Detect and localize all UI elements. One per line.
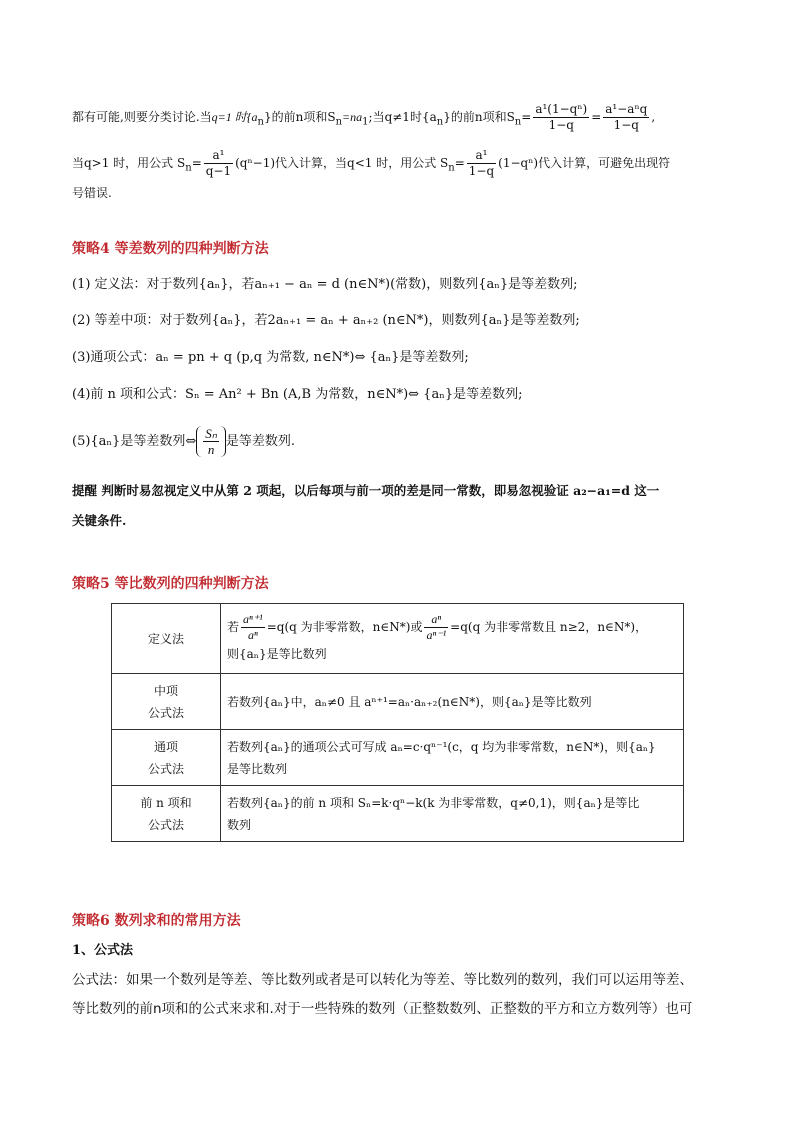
strategy6-subheading: 1、公式法 bbox=[72, 943, 134, 958]
table-header-cell: 定义法 bbox=[112, 604, 221, 674]
strategy6-paragraph-line-1: 公式法：如果一个数列是等差、等比数列或者是可以转化为等差、等比数列的数列，我们可以运用等差、 bbox=[72, 972, 693, 988]
table-row bbox=[112, 730, 684, 786]
table-row bbox=[112, 674, 684, 730]
strategy4-item-4: (4)前 n 项和公式：Sₙ = An² + Bn (A,B 为常数，n∈N*)⇔ {aₙ}是等差数列; bbox=[72, 387, 523, 402]
fraction: $\frac{\text{aⁿ⁺¹}}{\text{aⁿ}}$ bbox=[243, 612, 263, 642]
strategy4-item-1: (1) 定义法：对于数列{aₙ}，若aₙ₊₁ − aₙ = d (n∈N*)(常数)，则数列{aₙ}是等差数列; bbox=[72, 277, 578, 292]
table-cell: 若数列{aₙ}的通项公式可写成 aₙ=c·qⁿ⁻¹(c，q 均为非零常数，n∈N*)，则{aₙ} 是等比数列 bbox=[221, 730, 684, 786]
strategy4-item-5: (5){aₙ}是等差数列⇔ $\frac{\text{Sₙ}}{n}$ 是等差数列. bbox=[72, 426, 296, 457]
table-header-cell: 中项 公式法 bbox=[112, 674, 221, 730]
intro-line-3: 号错误. bbox=[72, 186, 112, 200]
strategy4-item-3: (3)通项公式：aₙ = pn + q (p,q 为常数, n∈N*)⇔ {aₙ}是等差数列; bbox=[72, 350, 469, 365]
intro-line-2: 当q>1 时，用公式 $S_n=$ $\frac{\text{a¹}}{q-1}$ (qⁿ−1)代入计算，当q<1 时，用公式 $S_n=$ $\frac{\text{a¹}}{1-q}$ (1−qⁿ)代入计算，可避免出现符 bbox=[72, 148, 671, 178]
fraction: $\frac{\text{a¹(1−qⁿ)}}{1-q}$ bbox=[535, 102, 588, 132]
fraction: $\frac{\text{a¹}}{q-1}$ bbox=[205, 148, 232, 178]
strategy6-paragraph-line-2: 等比数列的前n项和的公式来求和.对于一些特殊的数列（正整数数列、正整数的平方和立方数列等）也可 bbox=[72, 1001, 693, 1017]
strategy4-tip-line-2: 关键条件. bbox=[72, 513, 127, 528]
intro-text: 都有可能,则要分类讨论.当 bbox=[72, 110, 212, 124]
table-cell: 若数列{aₙ}的前 n 项和 Sₙ=k·qⁿ−k(k 为非零常数，q≠0,1)，则{aₙ}是等比 数列 bbox=[221, 786, 684, 842]
table-header-cell: 前 n 项和 公式法 bbox=[112, 786, 221, 842]
strategy5-heading: 策略5 等比数列的四种判断方法 bbox=[72, 576, 269, 592]
fraction: $\frac{\text{a¹}}{1-q}$ bbox=[468, 148, 495, 178]
fraction: $\frac{\text{aⁿ}}{\text{aⁿ⁻¹}}$ bbox=[426, 612, 447, 642]
strategy6-heading: 策略6 数列求和的常用方法 bbox=[72, 913, 241, 929]
table-header-cell: 通项 公式法 bbox=[112, 730, 221, 786]
intro-line-1: 都有可能,则要分类讨论.当q=1 时$\{a_n\}$的前n项和$S_n=na_1$;当q≠1时$\{a_n\}$的前n项和$S_n=$ $\frac{\text{a¹(1−qⁿ)}}{1-q}$ = $\frac{\text{a¹−aⁿq}}{1-q}$ , bbox=[72, 102, 656, 132]
table-cell: 若 $\frac{\text{aⁿ⁺¹}}{\text{aⁿ}}$ =q(q 为非零常数，n∈N*)或 $\frac{\text{aⁿ}}{\text{aⁿ⁻¹}}$ =q(q 为非零常数且 n≥2，n∈N*)， 则{aₙ}是等比数列 bbox=[221, 604, 684, 674]
brace-fraction: $\frac{\text{Sₙ}}{n}$ bbox=[196, 426, 226, 457]
table-row bbox=[112, 786, 684, 842]
strategy4-tip-line-1: 提醒 判断时易忽视定义中从第 2 项起，以后每项与前一项的差是同一常数，即易忽视验证 a₂−a₁=d 这一 bbox=[72, 483, 660, 498]
table-row bbox=[112, 604, 684, 674]
strategy4-item-2: (2) 等差中项：对于数列{aₙ}，若2aₙ₊₁ = aₙ + aₙ₊₂ (n∈N*)，则数列{aₙ}是等差数列; bbox=[72, 313, 580, 328]
fraction: $\frac{\text{a¹−aⁿq}}{1-q}$ bbox=[605, 102, 648, 132]
strategy4-heading: 策略4 等差数列的四种判断方法 bbox=[72, 241, 269, 257]
table-cell: 若数列{aₙ}中，aₙ≠0 且 aⁿ⁺¹=aₙ·aₙ₊₂(n∈N*)，则{aₙ}是等比数列 bbox=[221, 674, 684, 730]
geometric-methods-table bbox=[111, 603, 684, 842]
